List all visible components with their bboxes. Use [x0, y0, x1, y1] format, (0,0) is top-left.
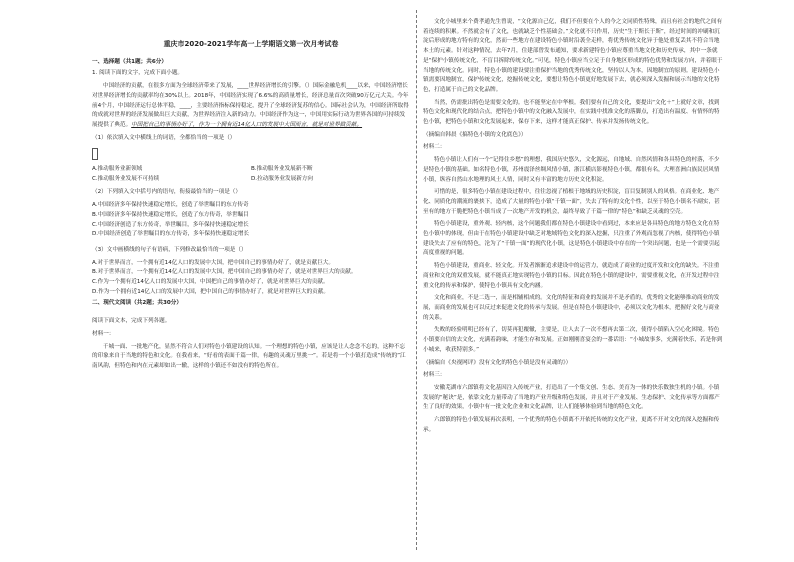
reading-intro: 阅读下面文本，完成下列各题。	[92, 318, 171, 325]
q2-option-c[interactable]: C.中国经济创造了东方传奇，举世瞩目，多年保持快速稳定增长	[92, 221, 249, 228]
passage: 中国经济的贡献，在很多方面为全球经济带来了发展，____世界经济增长的引擎。（）国际金融危机____以来，中国经济增长对世界经济增长的贡献率均在30%以上。2018年，中国经济实现了6.6%的高质量增长，经济总量首次突破90万亿元大关。今年前4个月，中国经济运行总体平稳，____，主要经济指标保持稳定，提升了全球经济复苏的信心。国际社会认为，中国经济所取得的成就对世界的经济发展做出巨大贡献，为世界经济注入新的动力。中国经济作为这一，中国用实际行动为世界各国的可持续发展提供了典范。中国把自己的事情办好了，作为一个拥有近14亿人口的发展中大国而言，就是对世界做贡献。	[92, 83, 409, 128]
paragraph: 文化小城里来个费孝通先生曾说，“文化源自己亿，我们不但要在个人的今之文同质性特殊，而且有社会的地代之间有着连续的积累。不然就会有了文化，也就缺乏个性基础会。”文化就不只作用，历史“生于斯长于斯”，经过时间的冲刷和沉淀后形成的地方特有的文化，然而一些地方在建设特色小镇时沿袭全走样，将优秀传统文化异于他处重复丢其不符合当地本土的元素。针对这种情况，去年7月，住建部曾发布通知，要求新建特色小镇应尊重当地文化和历史传承，其中一条就是“保护小镇传统文化，不盲目拆除传统文化。”可见，特色小镇应当立足于自身地区形成的特色优势和发展方向，并着眼于当地的传统文化。同时，特色小镇的建设要注重保护当地的优秀传统文化，坚持以人为本，因地制宜的原则。建设特色小镇需要因地制宜，保护传统文化，挖掘传统文化，要想让特色小镇更好地发展下去，就必须深入发掘和展示当地的文化特色，打造属于自己的文化品牌。	[423, 19, 723, 93]
section-heading: 一、选择题（共1题；共6分）	[92, 58, 167, 65]
paragraph: 文化和商业，不是二选一，而是相辅相成的。文化的特征和商业的发展并不是矛盾的，优秀的文化能够推动商业的发展，而商业的发展也可以反过来促进文化的传承与发展。但是在特色小镇建设中，必须以文化为根本，把握好文化与商业的关系。	[423, 295, 720, 321]
underlined-sentence: 中国把自己的事情办好了，作为一个拥有近14亿人口的发展中大国而言，就是对世界做贡献。	[131, 121, 363, 128]
q2-option-d[interactable]: D.中国经济创造了举世瞩目的东方传奇，多年保持快速稳定增长	[92, 231, 250, 238]
page-title: 重庆市2020-2021学年高一上学期语文第一次月考试卷	[163, 40, 339, 48]
material-label: 材料三：	[423, 372, 446, 379]
material-label: 材料二：	[423, 144, 446, 151]
left-column	[92, 18, 410, 375]
q3-option-c[interactable]: C.作为一个拥有近14亿人口的发展中大国，中国把自己的事情办好了，就是对世界巨大的贡献。	[92, 279, 329, 286]
question-1: （1）依次填入文中横线上的词语，全都恰当的一项是（）	[92, 134, 236, 141]
q2-options	[92, 201, 410, 240]
answer-box[interactable]	[92, 148, 98, 160]
material-label: 材料一：	[92, 330, 115, 337]
paragraph: 特色小镇建设，重外观、轻内核，这个问题我们都在特色小镇建设中看到过，本来应是各具特色的地方特色文化在特色小镇中的体现，但由于在特色小镇建设中缺乏对地域特色文化的深入挖掘，只注重了外观而忽视了内核，使得特色小镇建设失去了应有的特色，沦为了“千镇一面”的现代化小镇，这是特色小镇建设中存在的一个突出问题，也是一个需要引起高度重视的问题。	[423, 221, 720, 257]
q1-option-a[interactable]: A.推动服务业新领域	[92, 166, 143, 173]
paragraph: 失败的经验明明已经有了，切莫再犯覆辙，主要是，让人去了一次不想再去第二次，使得小镇陷入空心化困境。特色小镇要自信的去文化，充满着韵味，才能生存和发展。正如刚刚喜宴会的一番话语：“小城故事多，充满着快乐，若是你到小城来，收获特别多。”	[423, 327, 723, 353]
q3-options	[92, 259, 410, 298]
q1-option-b[interactable]: B.推动服务业发展新不断	[251, 166, 313, 173]
paragraph: 六郎镇的特色小镇发展再次表明，一个优秀的特色小镇离不开依托传统的文化产业，更离不开对文化的深入挖掘和传承。	[423, 417, 720, 433]
question-3: （3）文中画横线的句子有语病，下列修改最恰当的一项是（）	[92, 246, 247, 253]
right-column	[423, 18, 723, 438]
q2-option-b[interactable]: B.中国经济多年保持快速稳定增长，创造了东方传奇，举世瞩目	[92, 211, 249, 218]
q1-options	[92, 165, 410, 184]
q3-option-b[interactable]: B.对于世界而言，一个拥有近14亿人口的发展中大国，把中国自己的事情办好了，就是对世界巨大的贡献。	[92, 269, 357, 276]
paragraph: 安徽芜湖市六郎镇将文化基因注入传统产业，打造出了一个集文创、生态、美育为一体的快乐数独生机的小镇。小镇发展的“秘诀”是，依靠文化力量带动了当地的产业升级和特色发展，并且对于产业发展、生态保护、文化传承等方面都产生了良好的效果，小镇中有一批文化企业和文化品牌，让人们能够体验到当地的特色文化。	[423, 384, 720, 411]
q3-option-d[interactable]: D.作为一个拥有近14亿人口的发展中大国，把中国自己的事情办好了，就是对世界巨大的贡献。	[92, 288, 329, 295]
q2-option-a[interactable]: A.中国经济多年保持快速稳定增长，创造了举世瞩目的东方传奇	[92, 202, 249, 209]
q1-option-d[interactable]: D.拉动服务业发展新方向	[251, 175, 314, 182]
paragraph: 特色小镇建设，重商业、轻文化。开发者渐渐追求建设中的运营力，就造成了商业的过度开发和文化的缺失。不注重商业和文化的双重发展，就不能真正地实现特色小镇的目标。因此在特色小镇的建设中，需要重视文化，在开发过程中注重文化的传承和保护，使特色小镇具有文化内涵。	[423, 263, 720, 289]
source-note: （摘编自《央视网评》没有文化的特色小镇是没有灵魂的》）	[423, 359, 572, 366]
source-note: （摘编自韩晨《搞特色小镇的文化底色》）	[423, 131, 527, 138]
paragraph: 特色小镇让人们有一个“记得住乡愁”的理想，我国历史悠久，文化源远，自地域、自然风情和各具特色的村落，不少是特色小镇的基础。如名特色小镇，苏州震泽丝绸风情小镇，浙江横店影视特色小镇，都很有名，大理喜洲白族民居风情小镇，纵容自然山水地理的风土人情，同时又有丰富的地方历史文化积淀。	[423, 157, 720, 183]
question-intro: 1. 阅读下面的文字，完成下面小题。	[92, 70, 184, 77]
passage-2: 千城一面、一批地产化，显然不符合人们对特色小镇建设的认知。一个理想的特色小镇，应该是让人念念不忘的，这种不忘的印象来自于当地的特色和文化。在我看来，“好看的表面千篇一律，有趣的灵魂万里挑一”。若是将一个小镇打造成“传统的”江南风韵，但特色和内在元素却如出一辙，这样的小镇还不如没有的特色所在。	[92, 343, 406, 369]
paragraph: 可惜的是，很多特色小镇在建设过程中，往往忽视了植根于地域的历史积淀，盲目复制别人的风格。在商业化、地产化、同质化的潮流的裹挟下，造成了大量的特色小镇“千镇一面”，失去了特有的文化个性，以至于特色小镇名不副实，甚至有的地方干脆把特色小镇当成了一次地产开发的机会，最终导致了千篇一律的“特色”和缺乏灵魂的空壳。	[423, 189, 720, 215]
question-2: （2）下列填入文中括号内的语句，衔接最恰当的一项是（）	[92, 189, 241, 196]
column-divider	[416, 10, 417, 550]
q1-option-c[interactable]: C.推动服务业发展不可持续	[92, 175, 160, 182]
paragraph: 当然，仍需批出特色是需要文化的。也不能坚定在中华根。我们要有自己的文化，要提出“文化＋”上就好文章，找到特色文化和现代化的结合点，把特色小镇中的文化融入发展中，在实践中找准文化的落脚点，打造出有温度、有情怀的特色小镇，把特色小镇和文化发展起来，保存下来，这样才能真正保护、传承并发扬传统文化。	[423, 99, 720, 126]
section-heading-2: 二、现代文阅读（共2题；共30分）	[92, 300, 182, 307]
q3-option-a[interactable]: A.对于世界而言，一个拥有近14亿人口的发展中大国，把中国自己的事情办好了，就是贡献巨大。	[92, 259, 334, 266]
